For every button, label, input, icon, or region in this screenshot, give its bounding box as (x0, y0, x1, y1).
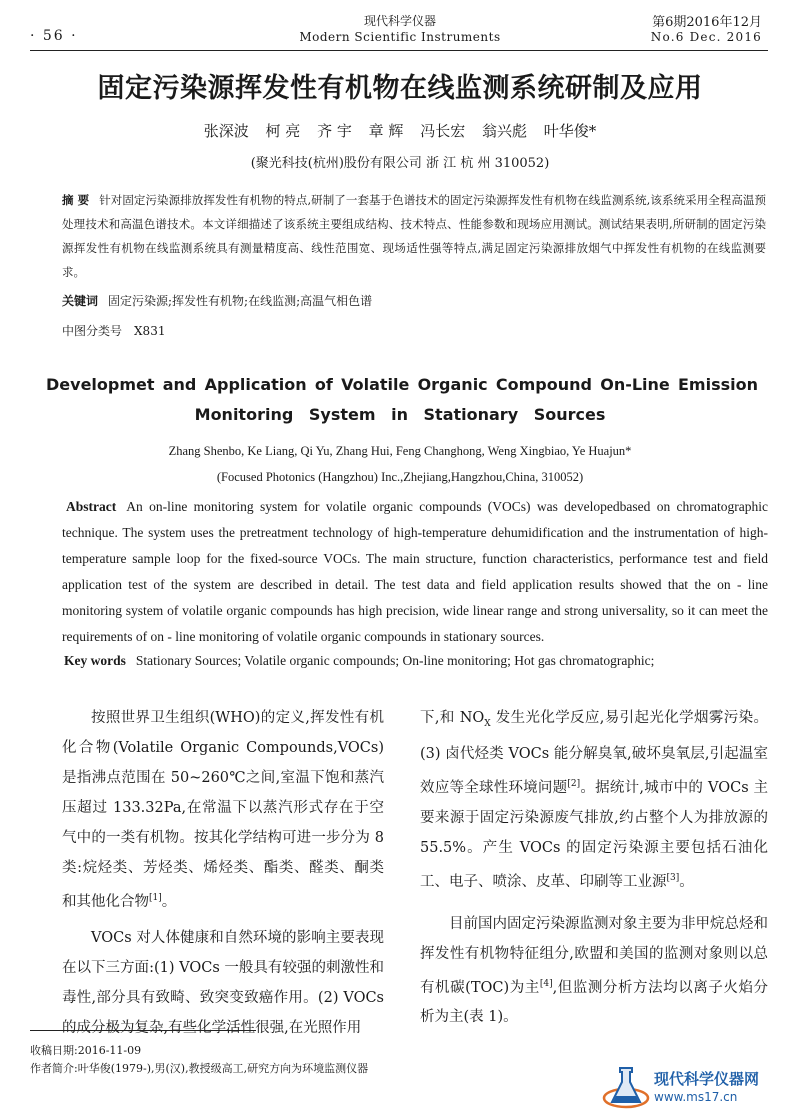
author-bio: 作者简介:叶华俊(1979-),男(汉),教授级高工,研究方向为环境监测仪器 (30, 1062, 369, 1075)
author-name: 齐 宇 (317, 122, 352, 140)
footnote-rule (30, 1030, 256, 1031)
citation-ref: [4] (539, 978, 553, 989)
watermark-url: www.ms17.cn (654, 1090, 738, 1104)
paragraph-text: 目前国内固定污染源监测对象主要为非甲烷总烃和挥发性有机物特征组分,欧盟和美国的监测对象则以总有机碳(TOC)为主 (420, 915, 768, 996)
classification-label: 中图分类号 (62, 324, 123, 338)
keywords-en-text: Stationary Sources; Volatile organic compounds; On-line monitoring; Hot gas chromatographic; (135, 653, 655, 668)
keywords-cn-text: 固定污染源;挥发性有机物;在线监测;高温气相色谱 (108, 294, 373, 308)
abstract-en-label: Abstract (66, 499, 117, 514)
citation-ref: [2] (567, 778, 581, 789)
abstract-cn (62, 188, 766, 284)
body-paragraph (420, 909, 768, 1033)
issue-cn: 第6期2016年12月 (652, 15, 762, 30)
affiliation-cn: (聚光科技(杭州)股份有限公司 浙 江 杭 州 310052) (250, 156, 550, 171)
flask-icon (602, 1064, 650, 1110)
abstract-cn-text: 针对固定污染源排放挥发性有机物的特点,研制了一套基于色谱技术的固定污染源挥发性有机物在线监测系统,该系统采用全程高温预处理技术和高温色谱技术。本文详细描述了该系统主要组成结构、技术特点、性能参数和现场应用测试。测试结果表明,所研制的固定污染源挥发性有机物在线监测系统具有测量精度高、线性范围宽、现场适性强等特点,满足固定污染源排放烟气中挥发性有机物的在线监测要求。 (62, 193, 766, 279)
watermark-logo (602, 1064, 792, 1110)
journal-name-en: Modern Scientific Instruments (299, 30, 501, 44)
paragraph-text: 。据统计,城市中的 VOCs 主要来源于固定污染源废气排放,约占整个人为排放源的 55.5%。产生 VOCs 的固定污染源主要包括石油化工、电子、喷涂、皮革、印刷等工业源 (420, 779, 769, 890)
citation-ref: [3] (666, 872, 680, 883)
classification-number (62, 322, 165, 339)
keywords-en-label: Key words (64, 653, 126, 668)
author-name: 张深波 (203, 122, 249, 140)
received-date: 收稿日期:2016-11-09 (30, 1044, 142, 1057)
issue-en: No.6 Dec. 2016 (650, 30, 762, 44)
affiliation-en: (Focused Photonics (Hangzhou) Inc.,Zhejiang,Hangzhou,China, 310052) (216, 470, 584, 484)
paper-title-en-line2: Monitoring System in Stationary Sources (194, 405, 606, 424)
author-name: 柯 亮 (265, 122, 301, 140)
body-paragraph (420, 703, 768, 897)
journal-name-cn: 现代科学仪器 (363, 14, 436, 28)
paragraph-text: ,但监测分析方法均以离子火焰分析为主(表 1)。 (420, 979, 769, 1026)
body-paragraph: VOCs 对人体健康和自然环境的影响主要表现在以下三方面:(1) VOCs 一般具有较强的刺激性和毒性,部分具有致畸、致突变致癌作用。(2) VOCs 的成分极为复杂,有些化学活性很强,在光照作用 (62, 929, 384, 1036)
subscript: X (484, 718, 491, 729)
author-name: 叶华俊* (543, 122, 597, 140)
citation-ref: [1] (149, 893, 162, 903)
watermark-name: 现代科学仪器网 (654, 1070, 760, 1088)
keywords-cn-label: 关键词 (62, 294, 99, 308)
keywords-cn (62, 292, 372, 309)
paragraph-text: 下,和 NO (420, 710, 485, 726)
abstract-cn-label: 摘 要 (62, 193, 90, 207)
abstract-en-text: An on-line monitoring system for volatile organic compounds (VOCs) was developedbased on chromatographic technique. The system uses the pretreatment technology of high-temperature dehumidification and the instrumentation of high-temperature sample loop for the fixed-source VOCs. The main structure, function characteristics, performance test and field application test of the system are described in detail. The test data and field application results showed that the on - line monitoring system of volatile organic compounds has high precision, wide linear range and strong universality, so it can meet the requirements of on - line monitoring of volatile organic compounds in stationary sources. (62, 499, 768, 644)
keywords-en (64, 653, 654, 669)
body-column-right (420, 703, 768, 1032)
paper-title-en-line1: Developmet and Application of Volatile Organic Compound On-Line Emission (46, 375, 758, 394)
abstract-en (62, 494, 768, 650)
author-name: 冯长宏 (420, 122, 466, 140)
author-name: 章 辉 (368, 122, 404, 140)
body-column-left (62, 703, 384, 1043)
classification-value: X831 (134, 324, 166, 338)
authors-en: Zhang Shenbo, Ke Liang, Qi Yu, Zhang Hui, Feng Changhong, Weng Xingbiao, Ye Huajun* (168, 444, 632, 458)
paragraph-text: 。 (161, 893, 177, 910)
paragraph-text: 。 (679, 873, 694, 890)
paragraph-text: 按照世界卫生组织(WHO)的定义,挥发性有机化合物(Volatile Organic Compounds,VOCs)是指沸点范围在 50~260℃之间,室温下饱和蒸汽压超过 133.32Pa,在常温下以蒸汽形式存在于空气中的一类有机物。按其化学结构可进一步分为 8 类:烷烃类、芳烃类、烯烃类、酯类、醛类、酮类和其他化合物 (62, 710, 384, 910)
page-number: · 56 · (30, 28, 78, 44)
body-paragraph (62, 703, 384, 917)
header-rule (30, 50, 768, 51)
paragraph-text: 发生光化学反应,易引起光化学烟雾污染。(3) 卤代烃类 VOCs 能分解臭氧,破坏臭氧层,引起温室效应等全球性环境问题 (420, 710, 769, 796)
author-name: 翁兴彪 (481, 122, 527, 140)
paper-title-cn: 固定污染源挥发性有机物在线监测系统研制及应用 (97, 73, 703, 104)
authors-cn (0, 120, 800, 141)
